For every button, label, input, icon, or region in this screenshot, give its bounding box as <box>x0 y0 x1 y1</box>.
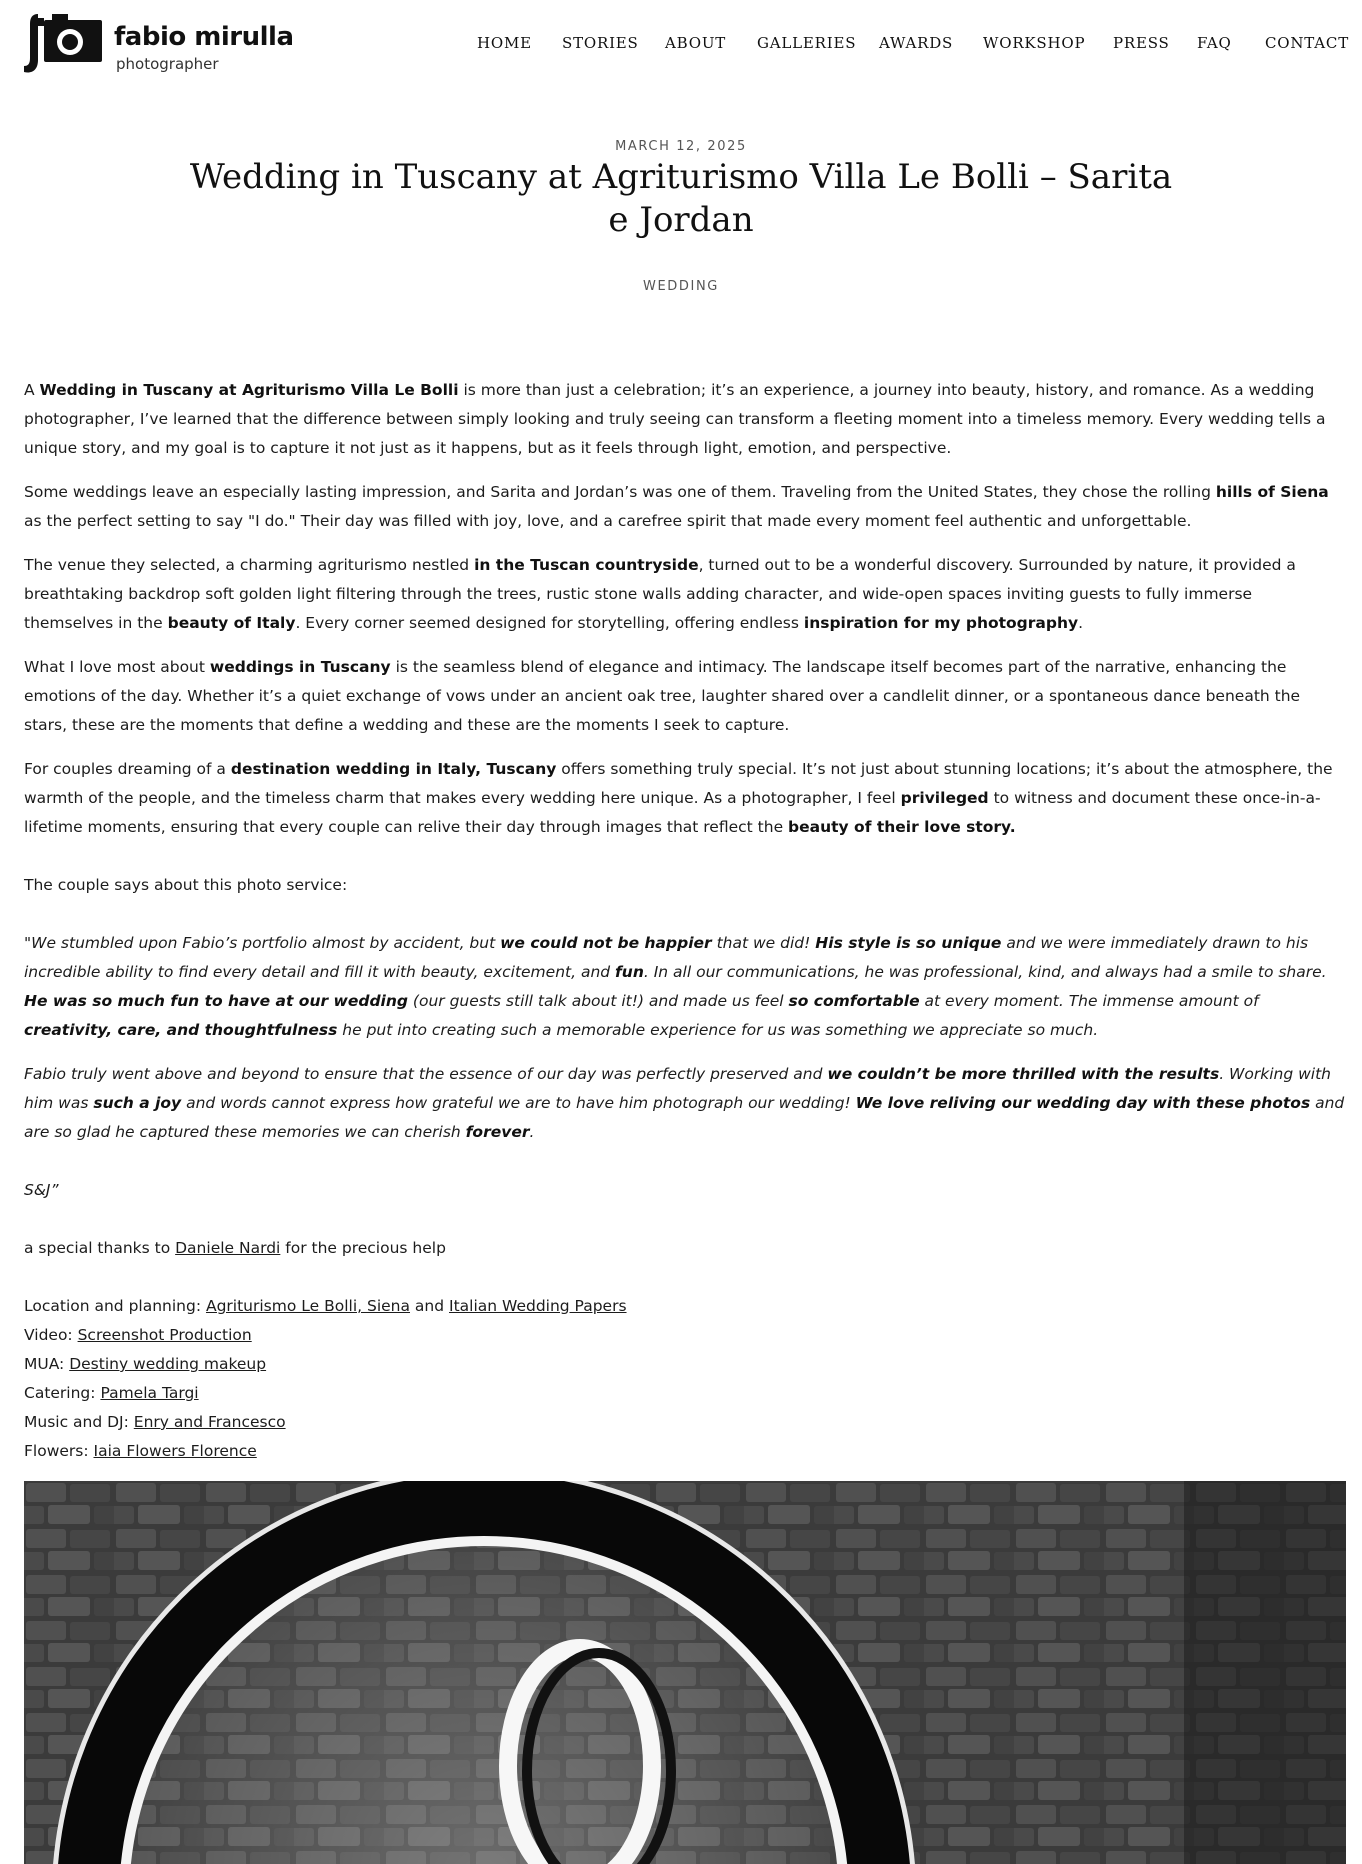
post-date: MARCH 12, 2025 <box>615 139 747 154</box>
testimonial-paragraph: "We stumbled upon Fabio’s portfolio almost by accident, but we could not be happier that we did! His style is so unique and we were immediately drawn to his incredible ability to find every detail and fill it with beauty, excitement, and fun. In all our communications, he was professional, kind, and always had a smile to share. He was so much fun to have at our wedding (our guests still talk about it!) and made us feel so comfortable at every moment. The immense amount of creativity, care, and thoughtfulness he put into creating such a memorable experience for us was something we appreciate so much. <box>24 934 1327 1039</box>
credit-mua <box>24 1350 1346 1379</box>
credit-label: Music and DJ: <box>24 1413 134 1431</box>
emphasis: creativity, care, and thoughtfulness <box>24 1021 338 1039</box>
paragraph: A Wedding in Tuscany at Agriturismo Villa Le Bolli is more than just a celebration; it’s an experience, a journey into beauty, history, and romance. As a wedding photographer, I’ve learned that the difference between simply looking and truly seeing can transform a fleeting moment into a timeless memory. Every wedding tells a unique story, and my goal is to capture it not just as it happens, but as it feels through light, emotion, and perspective. <box>24 381 1326 457</box>
thanks-line <box>24 1234 1346 1263</box>
post-content <box>24 376 1346 1466</box>
emphasis: beauty of their love story. <box>788 818 1016 836</box>
thanks-link[interactable]: Daniele Nardi <box>175 1239 281 1257</box>
brand-tagline: photographer <box>116 55 219 73</box>
emphasis: in the Tuscan countryside <box>474 556 699 574</box>
credit-link-mua[interactable]: Destiny wedding makeup <box>69 1355 267 1373</box>
nav-galleries[interactable]: GALLERIES <box>757 34 857 52</box>
emphasis: weddings in Tuscany <box>209 658 391 676</box>
credit-video <box>24 1321 1346 1350</box>
nav-about[interactable]: ABOUT <box>665 34 727 52</box>
nav-stories[interactable]: STORIES <box>562 34 639 52</box>
emphasis: we couldn’t be more thrilled with the results <box>827 1065 1220 1083</box>
credit-link-music[interactable]: Enry and Francesco <box>133 1413 286 1431</box>
nav-press[interactable]: PRESS <box>1113 34 1170 52</box>
testimonial-signature: S&J” <box>24 1181 59 1199</box>
emphasis: forever <box>465 1123 530 1141</box>
nav-awards[interactable]: AWARDS <box>879 34 954 52</box>
credit-link-venue[interactable]: Agriturismo Le Bolli, Siena <box>205 1297 410 1315</box>
emphasis: He was so much fun to have at our wedding <box>24 992 408 1010</box>
emphasis: His style is so unique <box>815 934 1002 952</box>
credit-conjunction: and <box>410 1297 450 1315</box>
emphasis: such a joy <box>93 1094 182 1112</box>
emphasis: We love reliving our wedding day with these photos <box>855 1094 1311 1112</box>
thanks-suffix: for the precious help <box>280 1239 446 1257</box>
credit-catering <box>24 1379 1346 1408</box>
paragraph: The venue they selected, a charming agriturismo nestled in the Tuscan countryside, turned out to be a wonderful discovery. Surrounded by nature, it provided a breathtaking backdrop soft golden light filtering through the trees, rustic stone walls adding character, and wide-open spaces inviting guests to fully immerse themselves in the beauty of Italy. Every corner seemed designed for storytelling, offering endless inspiration for my photography. <box>24 556 1296 632</box>
credit-label: Flowers: <box>24 1442 94 1460</box>
credit-label: Location and planning: <box>24 1297 206 1315</box>
nav-contact[interactable]: CONTACT <box>1265 34 1349 52</box>
emphasis: destination wedding in Italy, Tuscany <box>230 760 557 778</box>
credit-link-video[interactable]: Screenshot Production <box>77 1326 252 1344</box>
featured-photo <box>24 1481 1346 1864</box>
emphasis: privileged <box>900 789 989 807</box>
nav-workshop[interactable]: WORKSHOP <box>983 34 1086 52</box>
credit-music <box>24 1408 1346 1437</box>
brand-name: fabio mirulla <box>114 22 294 52</box>
credit-label: MUA: <box>24 1355 70 1373</box>
post-title: Wedding in Tuscany at Agriturismo Villa Le Bolli – Sarita e Jordan <box>189 157 1173 240</box>
paragraph: For couples dreaming of a destination wedding in Italy, Tuscany offers something truly special. It’s not just about stunning locations; it’s about the atmosphere, the warmth of the people, and the timeless charm that makes every wedding here unique. As a photographer, I feel privileged to witness and document these once-in-a-lifetime moments, ensuring that every couple can relive their day through images that reflect the beauty of their love story. <box>24 760 1333 836</box>
emphasis: fun <box>615 963 644 981</box>
emphasis: so comfortable <box>788 992 920 1010</box>
testimonial-paragraph: Fabio truly went above and beyond to ensure that the essence of our day was perfectly preserved and we couldn’t be more thrilled with the results. Working with him was such a joy and words cannot express how grateful we are to have him photograph our wedding! We love reliving our wedding day with these photos and are so glad he captured these memories we can cherish forever. <box>24 1065 1345 1141</box>
vendor-credits <box>24 1292 1346 1466</box>
site-header <box>0 0 1362 90</box>
credit-link-planner[interactable]: Italian Wedding Papers <box>449 1297 627 1315</box>
main-nav <box>0 34 1362 56</box>
emphasis: we could not be happier <box>500 934 712 952</box>
paragraph: What I love most about weddings in Tuscany is the seamless blend of elegance and intimacy. The landscape itself becomes part of the narrative, enhancing the emotions of the day. Whether it’s a quiet exchange of vows under an ancient oak tree, laughter shared over a candlelit dinner, or a spontaneous dance beneath the stars, these are the moments that define a wedding and these are the moments I seek to capture. <box>24 658 1301 734</box>
emphasis: hills of Siena <box>1215 483 1329 501</box>
wedding-photo-image <box>24 1481 1346 1864</box>
paragraph: Some weddings leave an especially lasting impression, and Sarita and Jordan’s was one of them. Traveling from the United States, they chose the rolling hills of Siena as the perfect setting to say "I do." Their day was filled with joy, love, and a carefree spirit that made every moment feel authentic and unforgettable. <box>24 483 1329 530</box>
post-category-link[interactable]: WEDDING <box>643 279 719 294</box>
credit-flowers <box>24 1437 1346 1466</box>
credit-label: Catering: <box>24 1384 101 1402</box>
credit-label: Video: <box>24 1326 78 1344</box>
nav-home[interactable]: HOME <box>477 34 532 52</box>
emphasis: Wedding in Tuscany at Agriturismo Villa Le Bolli <box>39 381 459 399</box>
credit-link-flowers[interactable]: Iaia Flowers Florence <box>93 1442 257 1460</box>
thanks-prefix: a special thanks to <box>24 1239 176 1257</box>
credit-link-catering[interactable]: Pamela Targi <box>100 1384 199 1402</box>
credit-location <box>24 1292 1346 1321</box>
nav-faq[interactable]: FAQ <box>1197 34 1232 52</box>
quote-intro: The couple says about this photo service: <box>24 876 348 894</box>
emphasis: beauty of Italy <box>167 614 296 632</box>
emphasis: inspiration for my photography <box>803 614 1079 632</box>
